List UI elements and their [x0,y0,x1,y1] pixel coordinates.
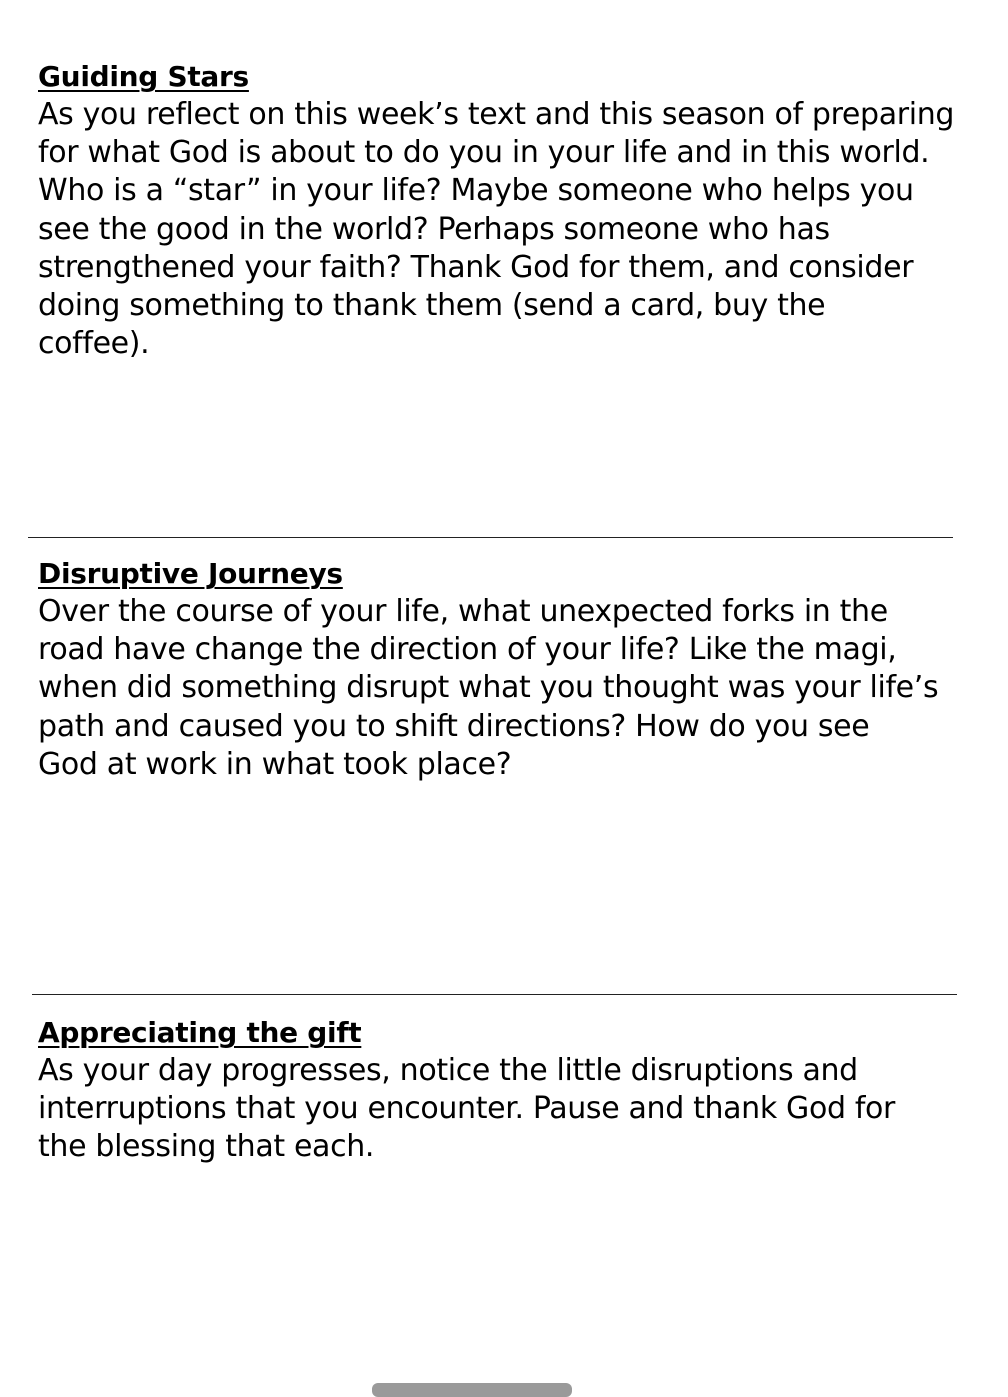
body-line: see the good in the world? Perhaps someone who has [38,211,830,247]
section-heading: Disruptive Journeys [38,557,343,590]
section-disruptive-journeys [38,555,968,784]
body-line: As your day progresses, notice the little disruptions and [38,1053,858,1088]
section-guiding-stars [38,58,968,363]
section-body [38,96,968,363]
body-line: interruptions that you encounter. Pause and thank God for [38,1091,896,1127]
body-line: coffee). [38,326,150,362]
section-body [38,1052,968,1167]
section-body [38,593,968,784]
body-line: strengthened your faith? Thank God for them, and consider [38,249,914,285]
body-line: for what God is about to do you in your life and in this world. [38,135,930,171]
body-line: Over the course of your life, what unexpected forks in the [38,594,888,629]
section-appreciating-the-gift [38,1014,968,1167]
section-divider [32,994,957,995]
body-line: As you reflect on this week’s text and this season of preparing [38,97,955,132]
body-line: when did something disrupt what you thought was your life’s [38,670,939,706]
body-line: doing something to thank them (send a card, buy the [38,288,826,324]
section-heading: Guiding Stars [38,60,249,93]
scroll-handle[interactable] [372,1383,572,1397]
body-line: road have change the direction of your life? Like the magi, [38,632,897,668]
body-line: Who is a “star” in your life? Maybe someone who helps you [38,173,914,209]
body-line: path and caused you to shift directions? How do you see [38,708,870,744]
section-heading: Appreciating the gift [38,1016,362,1049]
body-line: the blessing that each. [38,1129,375,1165]
section-divider [28,537,953,538]
body-line: God at work in what took place? [38,746,512,782]
